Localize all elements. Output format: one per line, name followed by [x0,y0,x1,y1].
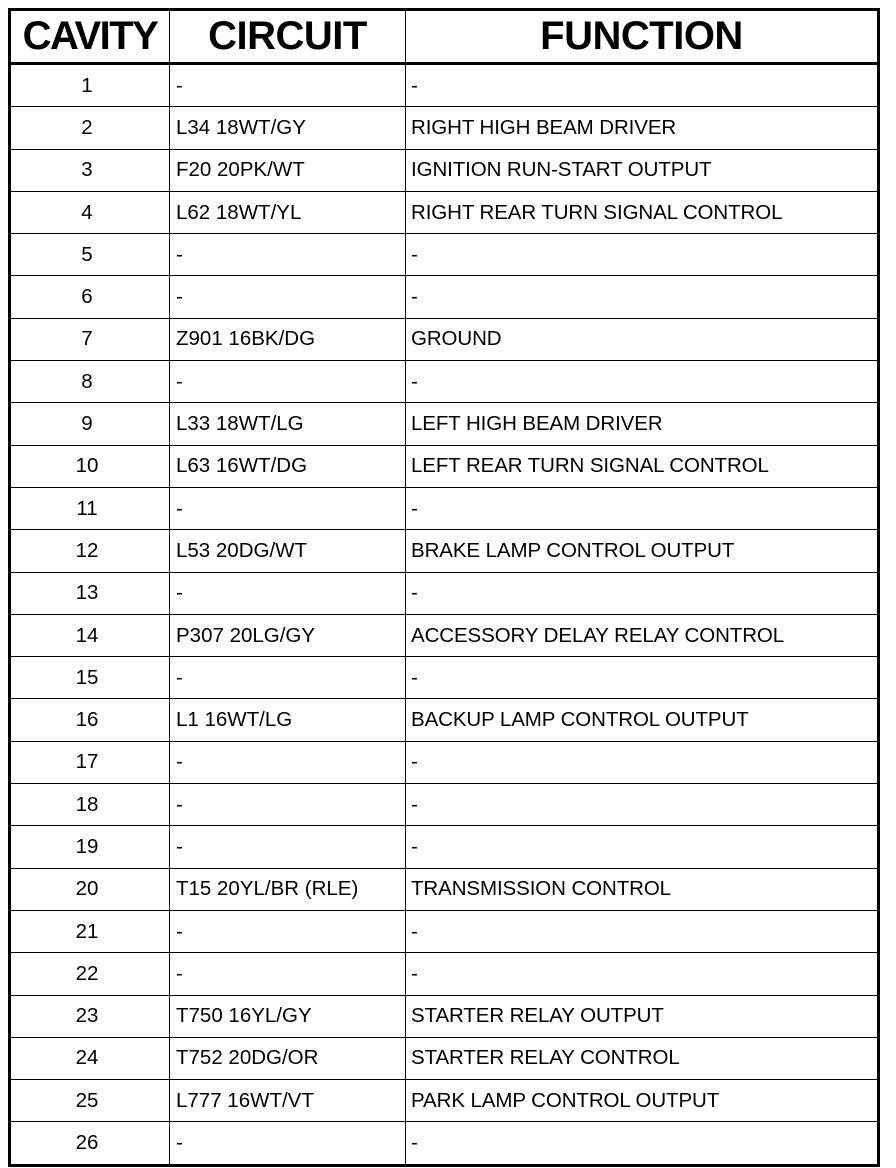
function-cell: - [406,657,879,699]
table-row [10,361,879,403]
circuit-cell: - [170,784,406,826]
cavity-cell: 8 [10,361,170,403]
circuit-cell: - [170,64,406,107]
function-cell: - [406,487,879,529]
function-cell: PARK LAMP CONTROL OUTPUT [406,1080,879,1122]
cavity-cell: 7 [10,318,170,360]
circuit-cell: Z901 16BK/DG [170,318,406,360]
function-cell: RIGHT HIGH BEAM DRIVER [406,107,879,149]
table-row [10,784,879,826]
function-cell: STARTER RELAY CONTROL [406,1037,879,1079]
circuit-cell: - [170,487,406,529]
circuit-cell: T15 20YL/BR (RLE) [170,868,406,910]
function-cell: - [406,234,879,276]
connector-pinout-table [8,8,880,1167]
cavity-cell: 17 [10,741,170,783]
circuit-cell: L34 18WT/GY [170,107,406,149]
function-cell: - [406,910,879,952]
function-cell: LEFT REAR TURN SIGNAL CONTROL [406,445,879,487]
cavity-cell: 12 [10,530,170,572]
circuit-cell: L53 20DG/WT [170,530,406,572]
cavity-cell: 21 [10,910,170,952]
function-cell: LEFT HIGH BEAM DRIVER [406,403,879,445]
table-row [10,1037,879,1079]
header-row [10,10,879,64]
table-row [10,910,879,952]
cavity-cell: 5 [10,234,170,276]
table-row [10,741,879,783]
function-cell: - [406,361,879,403]
circuit-cell: - [170,1122,406,1165]
cavity-cell: 16 [10,699,170,741]
function-cell: - [406,276,879,318]
cavity-cell: 25 [10,1080,170,1122]
function-cell: TRANSMISSION CONTROL [406,868,879,910]
cavity-cell: 24 [10,1037,170,1079]
circuit-cell: - [170,572,406,614]
cavity-cell: 26 [10,1122,170,1165]
cavity-cell: 6 [10,276,170,318]
cavity-cell: 1 [10,64,170,107]
circuit-cell: - [170,826,406,868]
function-cell: GROUND [406,318,879,360]
function-cell: STARTER RELAY OUTPUT [406,995,879,1037]
table-row [10,234,879,276]
circuit-cell: T752 20DG/OR [170,1037,406,1079]
cavity-cell: 18 [10,784,170,826]
table-row [10,191,879,233]
cavity-cell: 10 [10,445,170,487]
table-row [10,445,879,487]
cavity-cell: 19 [10,826,170,868]
circuit-cell: L1 16WT/LG [170,699,406,741]
table-body [10,64,879,1166]
circuit-cell: - [170,910,406,952]
function-cell: BRAKE LAMP CONTROL OUTPUT [406,530,879,572]
table-header [10,10,879,64]
table-row [10,953,879,995]
circuit-cell: - [170,234,406,276]
function-cell: - [406,741,879,783]
cavity-cell: 3 [10,149,170,191]
table-row [10,826,879,868]
cavity-cell: 20 [10,868,170,910]
cavity-cell: 2 [10,107,170,149]
cavity-cell: 22 [10,953,170,995]
circuit-cell: P307 20LG/GY [170,614,406,656]
table-row [10,614,879,656]
table-row [10,995,879,1037]
cavity-cell: 4 [10,191,170,233]
circuit-cell: L777 16WT/VT [170,1080,406,1122]
table-row [10,1080,879,1122]
circuit-cell: - [170,953,406,995]
circuit-cell: L62 18WT/YL [170,191,406,233]
function-cell: - [406,1122,879,1165]
cavity-cell: 14 [10,614,170,656]
function-cell: - [406,572,879,614]
table-row [10,64,879,107]
circuit-cell: - [170,276,406,318]
function-cell: - [406,784,879,826]
function-cell: ACCESSORY DELAY RELAY CONTROL [406,614,879,656]
cavity-cell: 23 [10,995,170,1037]
function-cell: - [406,64,879,107]
table-row [10,276,879,318]
table-row [10,403,879,445]
table-row [10,699,879,741]
header-function: FUNCTION [406,10,879,64]
table-row [10,1122,879,1165]
circuit-cell: L63 16WT/DG [170,445,406,487]
header-circuit: CIRCUIT [170,10,406,64]
circuit-cell: - [170,741,406,783]
function-cell: - [406,826,879,868]
function-cell: RIGHT REAR TURN SIGNAL CONTROL [406,191,879,233]
circuit-cell: - [170,361,406,403]
table-row [10,868,879,910]
table-row [10,487,879,529]
cavity-cell: 11 [10,487,170,529]
function-cell: IGNITION RUN-START OUTPUT [406,149,879,191]
table-row [10,149,879,191]
table-row [10,318,879,360]
circuit-cell: T750 16YL/GY [170,995,406,1037]
cavity-cell: 9 [10,403,170,445]
cavity-cell: 13 [10,572,170,614]
function-cell: - [406,953,879,995]
function-cell: BACKUP LAMP CONTROL OUTPUT [406,699,879,741]
circuit-cell: L33 18WT/LG [170,403,406,445]
circuit-cell: F20 20PK/WT [170,149,406,191]
cavity-cell: 15 [10,657,170,699]
table-row [10,107,879,149]
table-row [10,572,879,614]
circuit-cell: - [170,657,406,699]
table-row [10,530,879,572]
header-cavity: CAVITY [10,10,170,64]
table-row [10,657,879,699]
